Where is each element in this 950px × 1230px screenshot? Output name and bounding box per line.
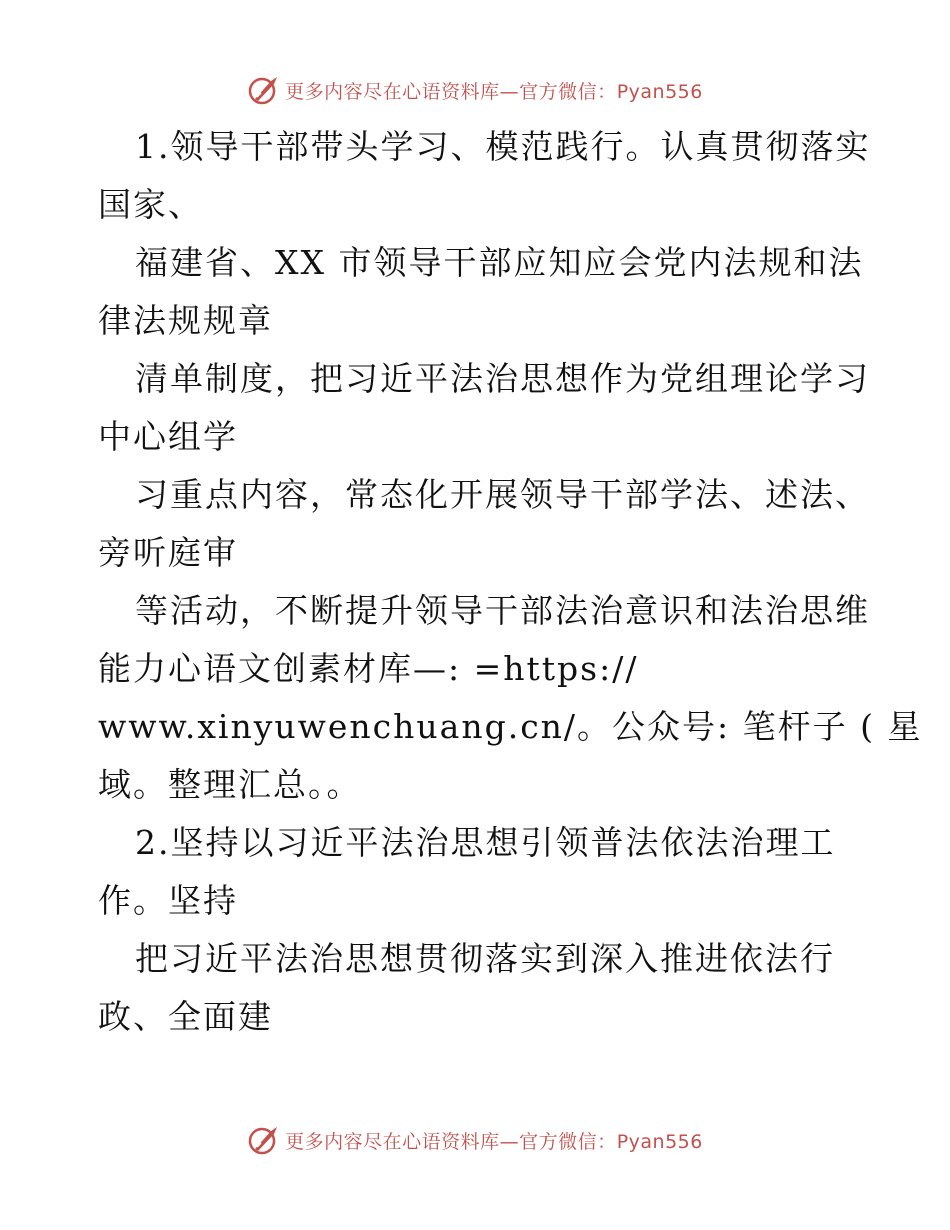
paragraph-line: 中心组学 <box>98 417 238 456</box>
paragraph-line: 福建省、XX 市领导干部应知应会党内法规和法 <box>135 243 864 282</box>
quill-pen-logo-icon <box>247 1123 281 1157</box>
banner-text <box>285 77 703 104</box>
footer-watermark-banner <box>0 1120 950 1160</box>
paragraph-line: 2.坚持以习近平法治思想引领普法依法治理工 <box>135 823 836 862</box>
banner-dash: — <box>499 1130 520 1153</box>
paragraph-line: 能力心语文创素材库—: =https:// <box>98 649 639 688</box>
document-body <box>98 118 923 1046</box>
banner-text <box>285 1127 703 1154</box>
paragraph-line: 等活动，不断提升领导干部法治意识和法治思维 <box>135 591 870 630</box>
paragraph-line: 习重点内容，常态化开展领导干部学法、述法、 <box>135 475 870 514</box>
banner-wx-label: 官方微信： <box>519 80 617 103</box>
banner-main-text: 更多内容尽在心语资料库 <box>285 1130 500 1153</box>
banner-wx-id: Pyan556 <box>616 1130 703 1153</box>
paragraph-line: 清单制度，把习近平法治思想作为党组理论学习 <box>135 359 870 398</box>
paragraph-line: 律法规规章 <box>98 301 273 340</box>
banner-wx-label: 官方微信： <box>519 1130 617 1153</box>
banner-main-text: 更多内容尽在心语资料库 <box>285 80 500 103</box>
header-watermark-banner <box>0 70 950 110</box>
banner-wx-id: Pyan556 <box>616 80 703 103</box>
paragraph-line: 域。整理汇总。。 <box>98 765 362 804</box>
paragraph-line: 政、全面建 <box>98 997 273 1036</box>
paragraph-line: 旁听庭审 <box>98 533 238 572</box>
paragraph-line: www.xinyuwenchuang.cn/。公众号: 笔杆子 ( 星 <box>98 707 923 746</box>
quill-pen-logo-icon <box>247 73 281 107</box>
paragraph-line: 国家、 <box>98 185 203 224</box>
paragraph-line: 1.领导干部带头学习、模范践行。认真贯彻落实 <box>135 127 871 166</box>
paragraph-line: 把习近平法治思想贯彻落实到深入推进依法行 <box>135 939 835 978</box>
paragraph-line: 作。坚持 <box>98 881 238 920</box>
banner-dash: — <box>499 80 520 103</box>
